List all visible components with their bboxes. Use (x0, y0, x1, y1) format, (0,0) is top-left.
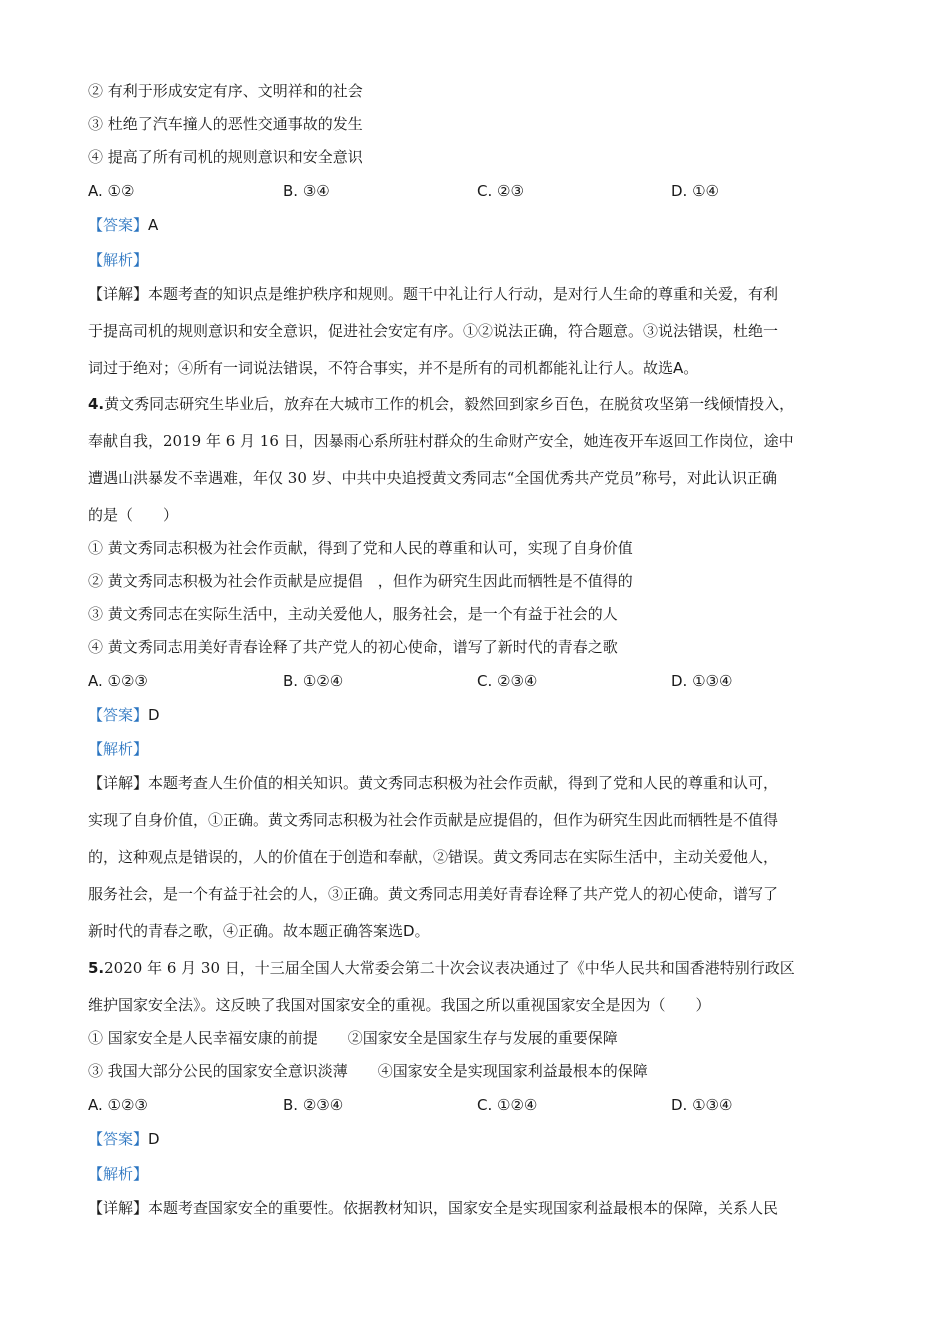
q5-option-c: C. ①②④ (477, 1096, 538, 1114)
detail-tag: 【详解】 (88, 1199, 149, 1217)
q3-option-a: A. ①② (88, 182, 135, 200)
q3-detail-line-2: 于提高司机的规则意识和安全意识，促进社会安定有序。①②说法正确，符合题意。③说法错误，杜绝一 (88, 322, 779, 340)
q5-option-b: B. ②③④ (283, 1096, 344, 1114)
answer-tag: 【答案】 (88, 706, 149, 724)
q4-detail-line-4: 服务社会，是一个有益于社会的人，③正确。黄文秀同志用美好青春诠释了共产党人的初心使命，谱写了 (88, 885, 779, 903)
q5-stem-line-1 (88, 958, 795, 978)
q4-item-4: ④ 黄文秀同志用美好青春诠释了共产党人的初心使命，谱写了新时代的青春之歌 (88, 638, 618, 656)
question-number: 5. (88, 959, 105, 977)
q5-options (88, 1095, 868, 1115)
q4-detail-line-3: 的，这种观点是错误的，人的价值在于创造和奉献，②错误。黄文秀同志在实际生活中，主动关爱他人， (88, 848, 779, 866)
q3-detail-line-3 (88, 358, 698, 378)
q5-analysis-tag: 【解析】 (88, 1165, 149, 1183)
q4-option-d: D. ①③④ (671, 672, 733, 690)
detail-text: 新时代的青春之歌，④正确。故本题正确答案选 (88, 922, 404, 940)
q4-detail-line-1 (88, 773, 778, 793)
q4-item-2: ② 黄文秀同志积极为社会作贡献是应提倡 ，但作为研究生因此而牺牲是不值得的 (88, 572, 633, 590)
q3-answer (88, 215, 158, 235)
q3-option-c: C. ②③ (477, 182, 524, 200)
detail-end: D。 (403, 922, 430, 940)
q5-option-a: A. ①②③ (88, 1096, 148, 1114)
q4-options (88, 671, 868, 691)
detail-text: 本题考查的知识点是维护秩序和规则。题干中礼让行人行动，是对行人生命的尊重和关爱，有利 (148, 285, 779, 303)
q3-item-2: ② 有利于形成安定有序、文明祥和的社会 (88, 82, 363, 100)
answer-value: A (148, 216, 159, 234)
q5-detail-line-1 (88, 1198, 778, 1218)
q3-option-b: B. ③④ (283, 182, 330, 200)
answer-value: D (148, 706, 160, 724)
q4-item-3: ③ 黄文秀同志在实际生活中，主动关爱他人，服务社会，是一个有益于社会的人 (88, 605, 618, 623)
q3-detail-line-1 (88, 284, 778, 304)
q3-analysis-tag: 【解析】 (88, 251, 149, 269)
answer-value: D (148, 1130, 160, 1148)
q5-items-row-1: ① 国家安全是人民幸福安康的前提 ②国家安全是国家生存与发展的重要保障 (88, 1029, 618, 1047)
detail-text: 本题考查国家安全的重要性。依据教材知识，国家安全是实现国家利益最根本的保障，关系人民 (148, 1199, 779, 1217)
question-number: 4. (88, 395, 105, 413)
q5-items-row-2: ③ 我国大部分公民的国家安全意识淡薄 ④国家安全是实现国家利益最根本的保障 (88, 1062, 648, 1080)
q4-stem-line-2: 奉献自我，2019 年 6 月 16 日，因暴雨心系所驻村群众的生命财产安全，她连夜开车返回工作岗位，途中 (88, 432, 794, 450)
q5-option-d: D. ①③④ (671, 1096, 733, 1114)
q3-item-3: ③ 杜绝了汽车撞人的恶性交通事故的发生 (88, 115, 363, 133)
stem-text: 2020 年 6 月 30 日，十三届全国人大常委会第二十次会议表决通过了《中华人民共和国香港特别行政区 (104, 959, 795, 977)
q5-answer (88, 1129, 160, 1149)
stem-text: 黄文秀同志研究生毕业后，放弃在大城市工作的机会，毅然回到家乡百色，在脱贫攻坚第一线倾情投入， (104, 395, 795, 413)
q4-analysis-tag: 【解析】 (88, 740, 149, 758)
q4-option-b: B. ①②④ (283, 672, 344, 690)
q4-option-c: C. ②③④ (477, 672, 538, 690)
q4-stem-line-3: 遭遇山洪暴发不幸遇难，年仅 30 岁、中共中央追授黄文秀同志“全国优秀共产党员”称号，对此认识正确 (88, 469, 777, 487)
q4-detail-line-5 (88, 921, 430, 941)
q3-options (88, 181, 868, 201)
q5-stem-line-2: 维护国家安全法》。这反映了我国对国家安全的重视。我国之所以重视国家安全是因为（ ） (88, 996, 711, 1014)
q4-answer (88, 705, 160, 725)
q4-stem-line-1 (88, 394, 794, 414)
detail-tag: 【详解】 (88, 774, 149, 792)
q4-detail-line-2: 实现了自身价值，①正确。黄文秀同志积极为社会作贡献是应提倡的，但作为研究生因此而牺牲是不值得 (88, 811, 779, 829)
answer-tag: 【答案】 (88, 1130, 149, 1148)
q3-item-4: ④ 提高了所有司机的规则意识和安全意识 (88, 148, 363, 166)
detail-text: 本题考查人生价值的相关知识。黄文秀同志积极为社会作贡献，得到了党和人民的尊重和认可， (148, 774, 779, 792)
q4-option-a: A. ①②③ (88, 672, 148, 690)
q4-stem-line-4: 的是（ ） (88, 506, 179, 524)
q3-option-d: D. ①④ (671, 182, 719, 200)
detail-text: 词过于绝对；④所有一词说法错误，不符合事实，并不是所有的司机都能礼让行人。故选 (88, 359, 674, 377)
answer-tag: 【答案】 (88, 216, 149, 234)
q4-item-1: ① 黄文秀同志积极为社会作贡献，得到了党和人民的尊重和认可，实现了自身价值 (88, 539, 633, 557)
detail-tag: 【详解】 (88, 285, 149, 303)
detail-end: A。 (673, 359, 699, 377)
